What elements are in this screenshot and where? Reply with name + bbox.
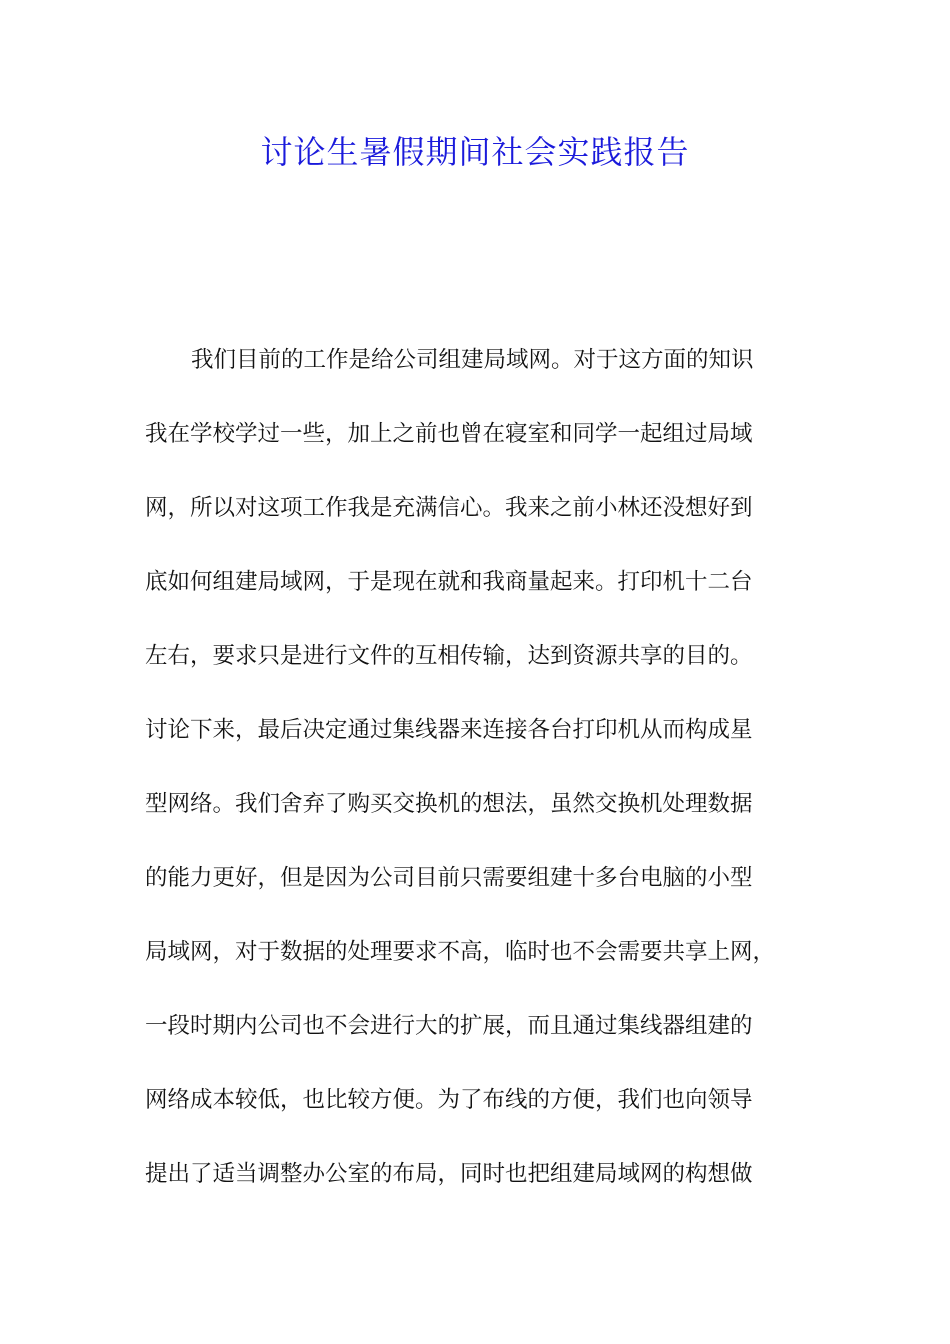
body-line: 提出了适当调整办公室的布局，同时也把组建局域网的构想做 [145,1161,753,1187]
body-line: 讨论下来，最后决定通过集线器来连接各台打印机从而构成星 [145,717,753,743]
document-title: 讨论生暑假期间社会实践报告 [260,133,690,171]
body-line: 左右，要求只是进行文件的互相传输，达到资源共享的目的。 [145,643,753,669]
body-line: 一段时期内公司也不会进行大的扩展，而且通过集线器组建的 [145,1013,753,1039]
body-line: 底如何组建局域网，于是现在就和我商量起来。打印机十二台 [145,569,753,595]
body-line: 的能力更好，但是因为公司目前只需要组建十多台电脑的小型 [145,865,753,891]
body-line: 网络成本较低，也比较方便。为了布线的方便，我们也向领导 [145,1087,753,1113]
body-line: 我在学校学过一些，加上之前也曾在寝室和同学一起组过局域 [145,421,753,447]
document-body [145,340,815,1228]
body-line: 型网络。我们舍弃了购买交换机的想法，虽然交换机处理数据 [145,791,753,817]
body-line: 我们目前的工作是给公司组建局域网。对于这方面的知识 [191,347,754,373]
body-line: 网，所以对这项工作我是充满信心。我来之前小林还没想好到 [145,495,753,521]
body-line: 局域网，对于数据的处理要求不高，临时也不会需要共享上网， [145,939,776,965]
